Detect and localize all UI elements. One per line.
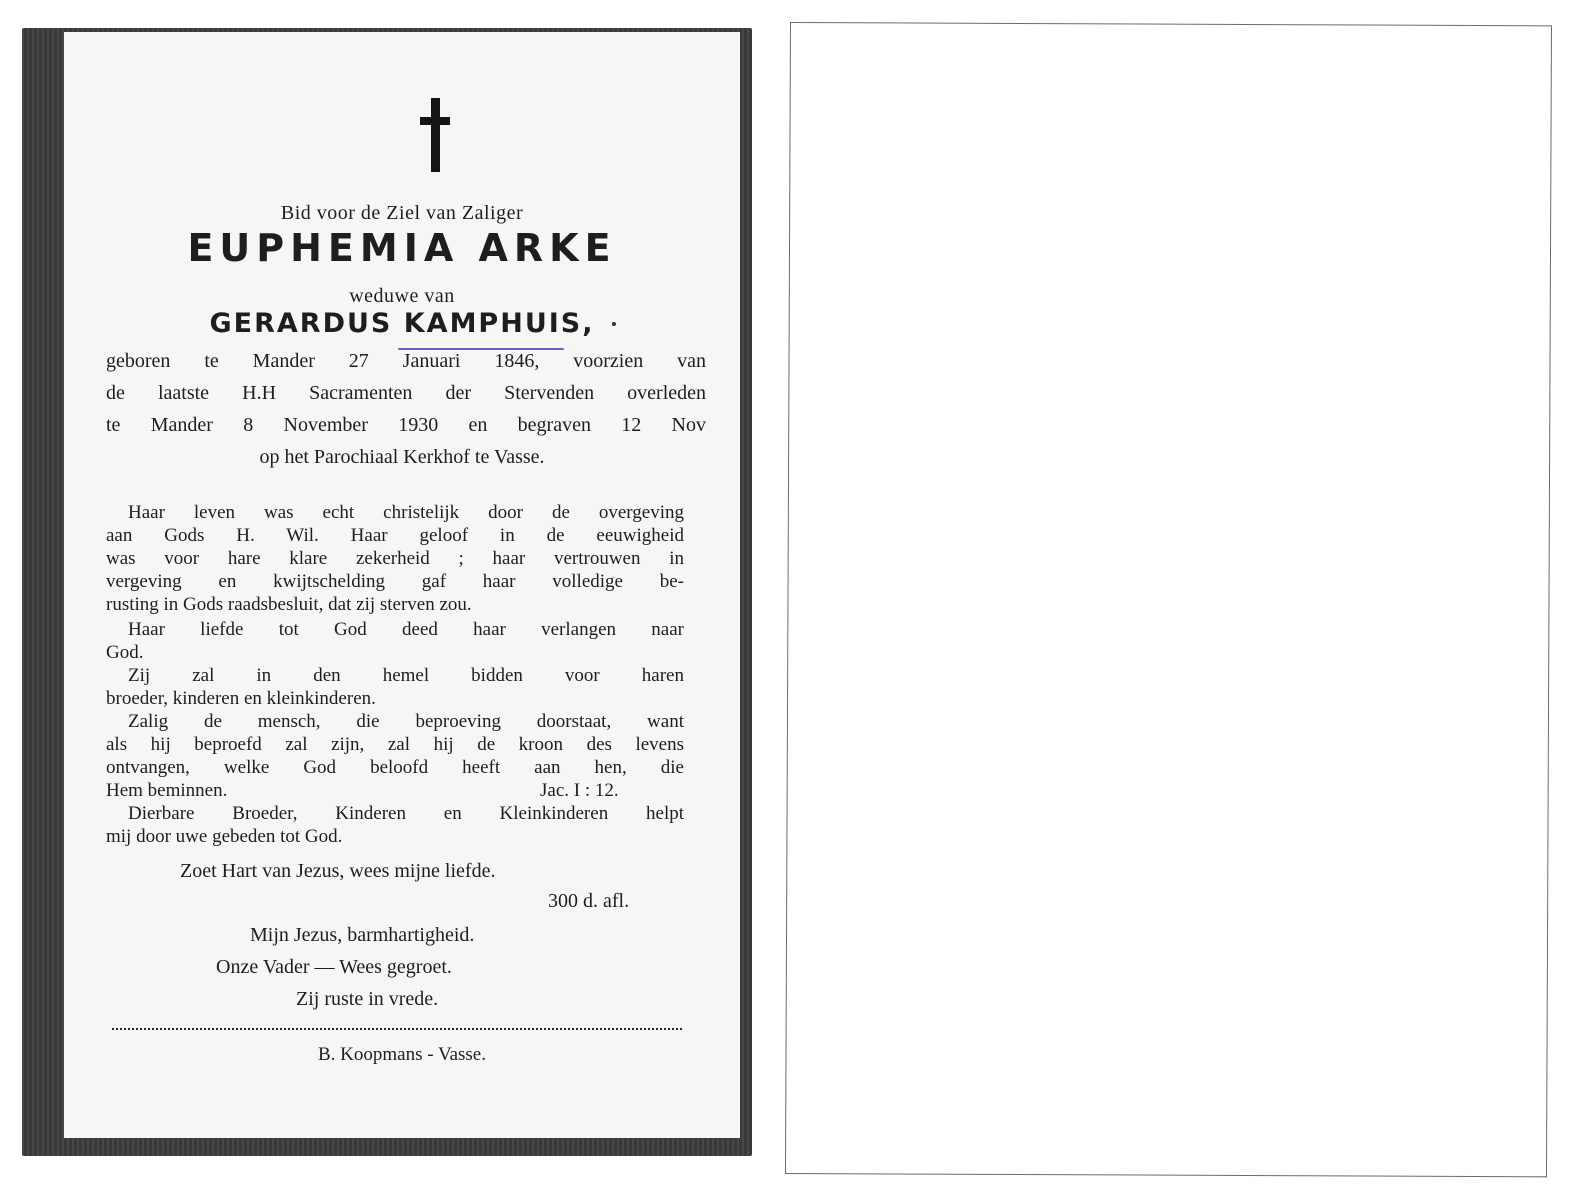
- bio-line: op het Parochiaal Kerkhof te Vasse.: [259, 446, 545, 468]
- bio-line: te Mander 8 November 1930 en begraven 12 Nov: [106, 414, 706, 436]
- body-line: rusting in Gods raadsbesluit, dat zij sterven zou.: [106, 594, 472, 615]
- spouse-name: GERARDUS KAMPHUIS,: [209, 308, 595, 339]
- body-line: was voor hare klare zekerheid ; haar vertrouwen in: [106, 548, 684, 569]
- scripture-reference: Jac. I : 12.: [540, 780, 619, 801]
- body-line: mij door uwe gebeden tot God.: [106, 826, 343, 847]
- indulgence: 300 d. afl.: [548, 890, 630, 912]
- body-line: Hem beminnen.: [106, 780, 228, 801]
- ink-dot: [612, 322, 616, 326]
- printer-credit: B. Koopmans - Vasse.: [317, 1044, 486, 1065]
- invocation: Zoet Hart van Jezus, wees mijne liefde.: [180, 860, 496, 882]
- memorial-card-text-area: [64, 32, 740, 1138]
- memorial-card-front: [22, 28, 752, 1156]
- body-line: Zalig de mensch, die beproeving doorstaat, want: [128, 711, 684, 732]
- body-line: vergeving en kwijtschelding gaf haar volledige be-: [106, 571, 684, 592]
- bio-line: de laatste H.H Sacramenten der Stervenden overleden: [106, 382, 706, 404]
- prayer-line: Onze Vader — Wees gegroet.: [216, 956, 452, 978]
- bio-line: geboren te Mander 27 Januari 1846, voorzien van: [106, 350, 706, 372]
- body-line: aan Gods H. Wil. Haar geloof in de eeuwigheid: [106, 525, 684, 546]
- body-line: Haar leven was echt christelijk door de overgeving: [128, 502, 684, 523]
- cross-icon: [420, 98, 450, 172]
- body-line: Dierbare Broeder, Kinderen en Kleinkinderen helpt: [128, 803, 684, 824]
- rest-in-peace: Zij ruste in vrede.: [296, 988, 439, 1010]
- memorial-card-back: [785, 22, 1552, 1177]
- dotted-divider: [112, 1028, 682, 1030]
- body-line: Haar liefde tot God deed haar verlangen naar: [128, 619, 684, 640]
- body-line: God.: [106, 642, 144, 663]
- body-line: broeder, kinderen en kleinkinderen.: [106, 688, 376, 709]
- widow-of-label: weduwe van: [349, 285, 455, 307]
- body-line: Zij zal in den hemel bidden voor haren: [128, 665, 684, 686]
- deceased-name: EUPHEMIA ARKE: [187, 226, 617, 270]
- prayer-line: Mijn Jezus, barmhartigheid.: [250, 924, 475, 946]
- body-line: ontvangen, welke God beloofd heeft aan hen, die: [106, 757, 684, 778]
- prayer-intro: Bid voor de Ziel van Zaliger: [280, 202, 524, 224]
- body-line: als hij beproefd zal zijn, zal hij de kroon des levens: [106, 734, 684, 755]
